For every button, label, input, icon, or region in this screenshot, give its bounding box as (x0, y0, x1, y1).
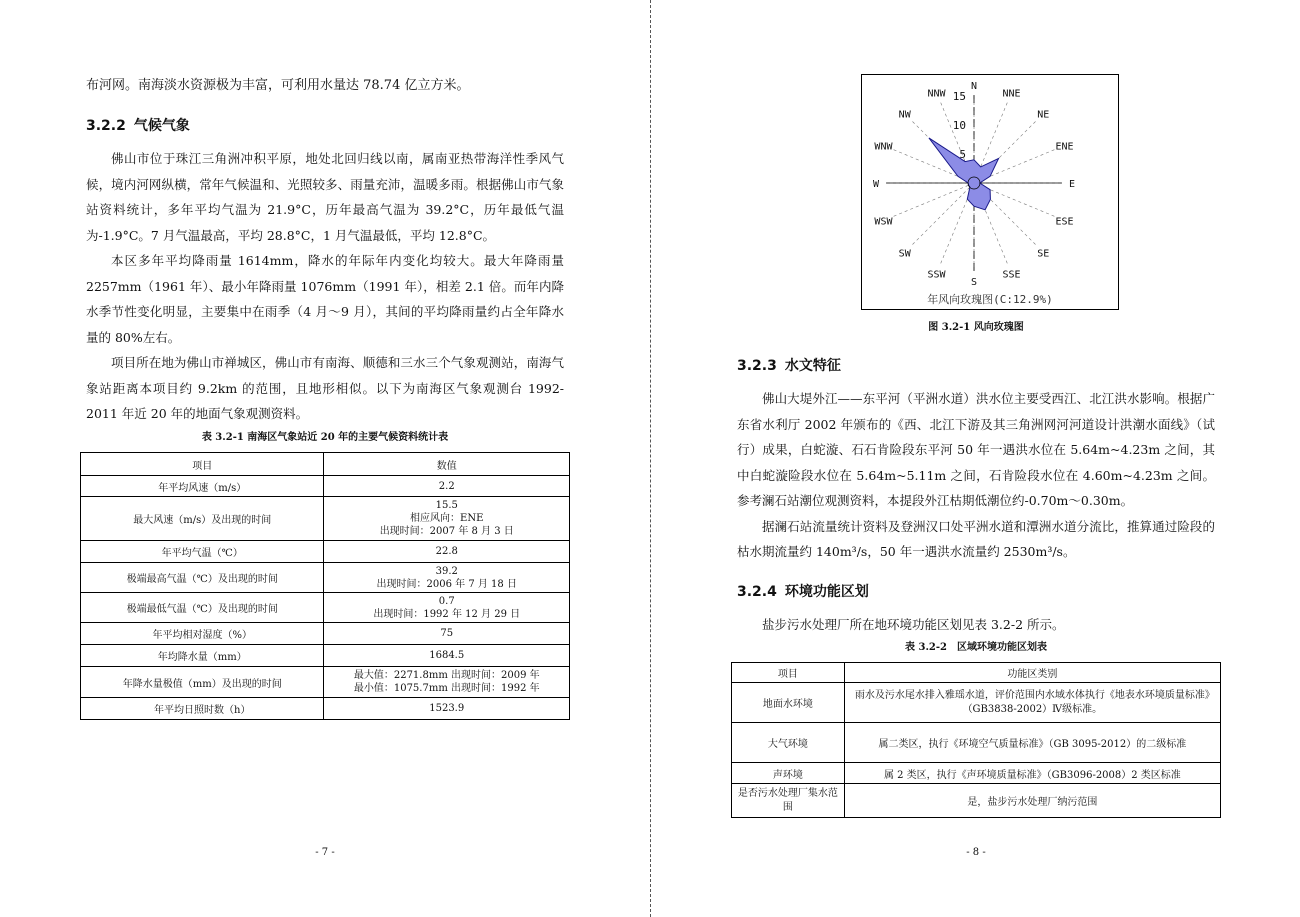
table-row (732, 683, 1221, 723)
table-cell-value: 是，盐步污水处理厂纳污范围 (844, 784, 1220, 818)
table-cell-value: 属二类区，执行《环境空气质量标准》（GB 3095-2012）的二级标准 (844, 723, 1220, 763)
rose-direction-label: ESE (1055, 216, 1074, 228)
table-cell-value: 属 2 类区，执行《声环境质量标准》（GB3096-2008）2 类区标准 (844, 763, 1220, 784)
table-cell-value: 22.8 (324, 541, 570, 563)
table1-header-value: 数值 (324, 453, 570, 476)
table-cell-item: 年均降水量（mm） (81, 645, 324, 667)
table-cell-item: 年平均日照时数（h） (81, 698, 324, 720)
table-cell-item: 年平均相对湿度（%） (81, 623, 324, 645)
table1-block (80, 431, 570, 720)
section-324 (737, 582, 1215, 602)
table2-block (731, 641, 1221, 818)
wind-rose-figure (861, 74, 1119, 310)
table2-header-row (732, 663, 1221, 683)
table-cell-value: 1523.9 (324, 698, 570, 720)
table1-caption: 表 3.2-1 南海区气象站近 20 年的主要气候资料统计表 (201, 432, 449, 443)
paragraph: 本区多年平均降雨量 1614mm，降水的年际年内变化均较大。最大年降雨量 2257mm（1961 年）、最小年降雨量 1076mm（1991 年），相差 2.1 倍。而年内降水季节性变化明显，主要集中在雨季（4 月～9 月），其间的平均降雨量约占全年降水量的 80%左右。 (86, 253, 564, 345)
rose-ring-label: 5 (959, 148, 966, 161)
table-row (81, 497, 570, 541)
table-cell-item: 大气环境 (732, 723, 845, 763)
page-right (651, 0, 1300, 917)
section-322-heading (86, 116, 564, 136)
page-number-left: - 7 - (315, 847, 335, 858)
rose-direction-label: SE (1037, 248, 1050, 260)
wind-rose-chart (862, 75, 1118, 309)
table-row (81, 623, 570, 645)
rose-direction-label: NE (1037, 109, 1050, 121)
table-row (81, 667, 570, 698)
table-cell-item: 是否污水处理厂集水范围 (732, 784, 845, 818)
section-322-number: 3.2.2 (86, 118, 126, 134)
wind-rose-title: 年风向玫瑰图(C:12.9%) (927, 293, 1053, 306)
table2-header-value: 功能区类别 (844, 663, 1220, 683)
figure-caption: 图 3.2-1 风向玫瑰图 (928, 322, 1024, 333)
table-cell-value: 2.2 (324, 476, 570, 497)
rose-direction-label: SSE (1002, 269, 1021, 281)
paragraph: 项目所在地为佛山市禅城区，佛山市有南海、顺德和三水三个气象观测站，南海气象站距离本项目约 9.2km 的范围，且地形相似。以下为南海区气象观测台 1992-2011 年近 20 年的地面气象观测资料。 (86, 355, 564, 421)
intro-block (86, 73, 564, 98)
section-322 (86, 116, 564, 136)
table1 (80, 452, 570, 720)
rose-direction-label: N (970, 81, 978, 92)
rose-direction-label: NW (898, 109, 911, 121)
table-cell-item: 极端最高气温（℃）及出现的时间 (81, 563, 324, 593)
table-cell-item: 声环境 (732, 763, 845, 784)
section-323-heading (737, 356, 1215, 376)
table-cell-value: 最大值：2271.8mm 出现时间：2009 年 最小值：1075.7mm 出现时间：1992 年 (324, 667, 570, 698)
rose-ring-label: 10 (952, 119, 966, 132)
rose-spoke (893, 183, 974, 217)
section-322-body (86, 146, 564, 427)
rose-direction-label: SSW (927, 269, 946, 281)
rose-spoke (912, 183, 974, 245)
table-cell-value: 75 (324, 623, 570, 645)
table-row (81, 593, 570, 623)
rose-direction-label: ENE (1055, 141, 1074, 153)
section-323 (737, 356, 1215, 376)
table-row (81, 541, 570, 563)
rose-direction-label: S (970, 277, 978, 288)
rose-direction-label: E (1068, 179, 1076, 190)
table-cell-item: 地面水环境 (732, 683, 845, 723)
table-row (81, 476, 570, 497)
paragraph: 据澜石站流量统计资料及登洲汉口处平洲水道和潭洲水道分流比，推算通过险段的枯水期流量约 140m³/s，50 年一遇洪水流量约 2530m³/s。 (737, 518, 1215, 559)
table-cell-value: 15.5 相应风向：ENE 出现时间：2007 年 8 月 3 日 (324, 497, 570, 541)
table2-caption: 表 3.2-2 区域环境功能区划表 (905, 642, 1047, 653)
section-323-body (737, 386, 1215, 565)
table2 (731, 662, 1221, 818)
table-row (732, 723, 1221, 763)
table-row (732, 784, 1221, 818)
table-row (81, 698, 570, 720)
section-323-number: 3.2.3 (737, 358, 777, 374)
table-row (81, 645, 570, 667)
table-cell-item: 年平均气温（℃） (81, 541, 324, 563)
rose-direction-label: NNW (927, 88, 946, 100)
section-323-title: 水文特征 (784, 358, 841, 374)
table-cell-value: 1684.5 (324, 645, 570, 667)
table-cell-value: 39.2 出现时间：2006 年 7 月 18 日 (324, 563, 570, 593)
paragraph: 佛山大堤外江——东平河（平洲水道）洪水位主要受西江、北江洪水影响。根据广东省水利厅 2002 年颁布的《西、北江下游及其三角洲网河河道设计洪潮水面线》（试行）成果，白蛇漩、石石肯险段东平河 50 年一遇洪水位在 5.64m~4.23m 之间，其中白蛇漩险段水位在 5.64m~5.11m 之间，石肯险段水位在 4.60m~4.23m 之间。参考澜石站潮位观测资料，本提段外江枯期低潮位约-0.70m～0.30m。 (737, 391, 1215, 508)
page-number-right: - 8 - (966, 847, 986, 858)
table-row (732, 763, 1221, 784)
section-324-title: 环境功能区划 (784, 584, 869, 600)
section-324-heading (737, 582, 1215, 602)
table-cell-value: 雨水及污水尾水排入雅瑶水道，评价范围内水域水体执行《地表水环境质量标准》（GB3838-2002）Ⅳ级标准。 (844, 683, 1220, 723)
rose-direction-label: NNE (1002, 88, 1021, 100)
paragraph: 佛山市位于珠江三角洲冲积平原，地处北回归线以南，属南亚热带海洋性季风气候，境内河网纵横，常年气候温和、光照较多、雨量充沛，温暖多雨。根据佛山市气象站资料统计，多年平均气温为 21.9°C，历年最高气温为 39.2°C，历年最低气温为-1.9°C。7 月气温最高，平均 28.8°C，1 月气温最低，平均 12.8°C。 (86, 151, 564, 243)
rose-direction-label: SW (898, 248, 911, 260)
table-cell-item: 极端最低气温（℃）及出现的时间 (81, 593, 324, 623)
intro-text: 布河网。南海淡水资源极为丰富，可利用水量达 78.74 亿立方米。 (86, 78, 470, 93)
section-324-number: 3.2.4 (737, 584, 777, 600)
table-row (81, 563, 570, 593)
section-322-title: 气候气象 (133, 118, 190, 134)
section-324-body (737, 612, 1215, 638)
table2-header-item: 项目 (732, 663, 845, 683)
table-cell-item: 最大风速（m/s）及出现的时间 (81, 497, 324, 541)
rose-direction-label: WSW (874, 216, 893, 228)
rose-ring-label: 15 (952, 90, 966, 103)
table-cell-item: 年平均风速（m/s） (81, 476, 324, 497)
table-cell-value: 0.7 出现时间：1992 年 12 月 29 日 (324, 593, 570, 623)
table1-header-item: 项目 (81, 453, 324, 476)
rose-direction-label: W (872, 179, 880, 190)
table1-header-row (81, 453, 570, 476)
table-cell-item: 年降水量极值（mm）及出现的时间 (81, 667, 324, 698)
paragraph: 盐步污水处理厂所在地环境功能区划见表 3.2-2 所示。 (762, 617, 1065, 632)
rose-direction-label: WNW (874, 141, 893, 153)
